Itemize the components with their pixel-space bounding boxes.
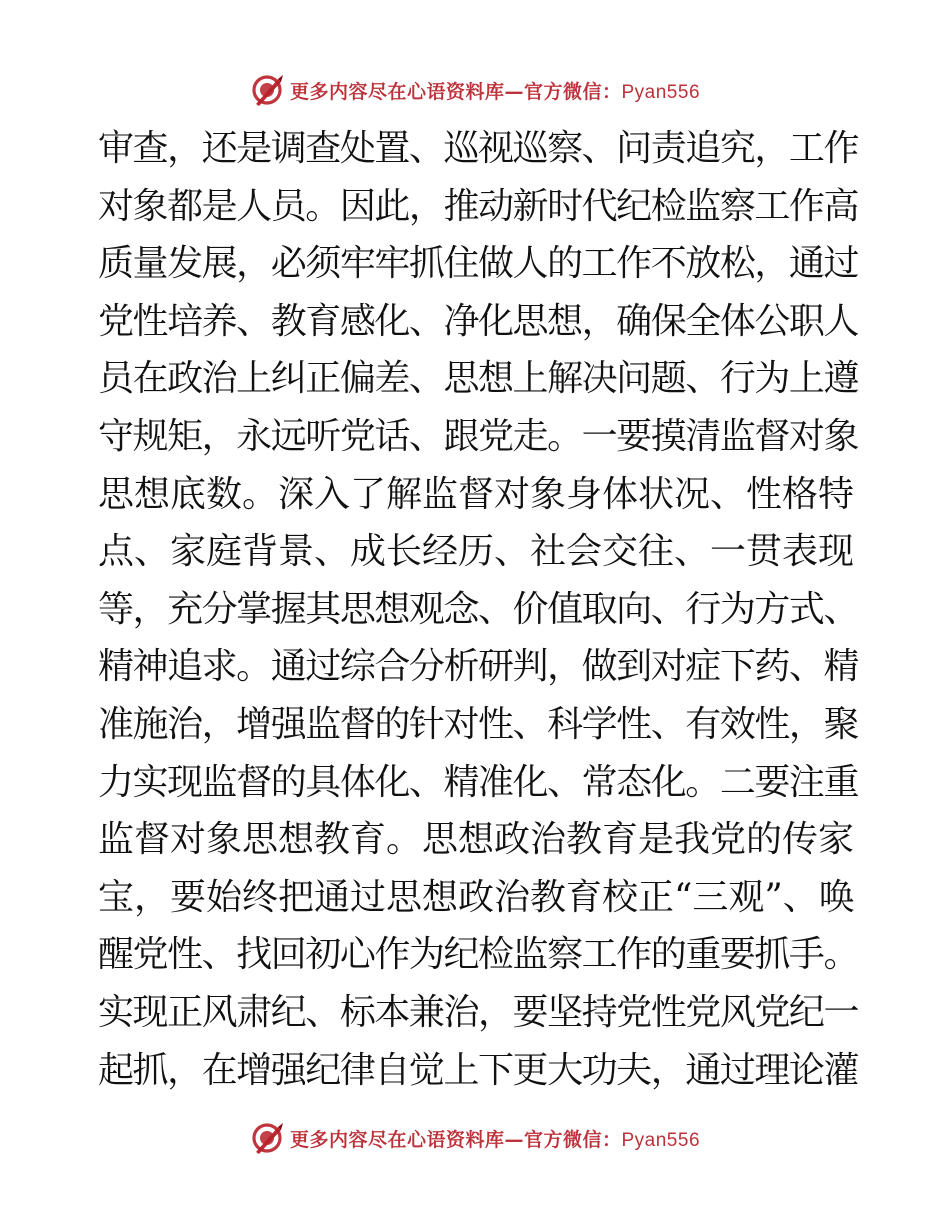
body-line: 质量发展，必须牢牢抓住做人的工作不放松，通过 bbox=[98, 243, 859, 285]
body-line: 对象都是人员。因此，推动新时代纪检监察工作高 bbox=[98, 185, 859, 227]
body-line: 实现正风肃纪、标本兼治，要坚持党性党风党纪一 bbox=[98, 991, 859, 1033]
body-line: 起抓，在增强纪律自觉上下更大功夫，通过理论灌 bbox=[98, 1049, 859, 1091]
body-line: 党性培养、教育感化、净化思想，确保全体公职人 bbox=[98, 300, 859, 342]
document-body bbox=[98, 120, 858, 1099]
body-line: 精神追求。通过综合分析研判，做到对症下药、精 bbox=[98, 646, 859, 688]
header-banner-label: 更多内容尽在心语资料库—官方微信： bbox=[289, 80, 622, 103]
footer-banner-label: 更多内容尽在心语资料库—官方微信： bbox=[289, 1128, 622, 1151]
footer-banner bbox=[0, 1118, 950, 1158]
body-line: 力实现监督的具体化、精准化、常态化。二要注重 bbox=[98, 761, 859, 803]
body-line: 点、家庭背景、成长经历、社会交往、一贯表现 bbox=[98, 531, 855, 573]
body-line: 醒党性、找回初心作为纪检监察工作的重要抓手。 bbox=[98, 934, 859, 976]
pen-logo-icon bbox=[250, 1121, 284, 1155]
body-line: 准施治，增强监督的针对性、科学性、有效性，聚 bbox=[98, 703, 859, 745]
pen-logo-icon bbox=[250, 73, 284, 107]
header-banner-text bbox=[290, 77, 700, 104]
body-line: 等，充分掌握其思想观念、价值取向、行为方式、 bbox=[98, 588, 859, 630]
body-line: 审查，还是调查处置、巡视巡察、问责追究，工作 bbox=[98, 128, 859, 169]
body-line: 宝，要始终把通过思想政治教育校正“三观”、唤 bbox=[98, 876, 855, 918]
header-banner bbox=[0, 70, 950, 110]
header-banner-wechat-id: Pyan556 bbox=[621, 81, 701, 103]
body-line: 员在政治上纠正偏差、思想上解决问题、行为上遵 bbox=[98, 358, 859, 400]
footer-banner-wechat-id: Pyan556 bbox=[621, 1129, 701, 1151]
body-line: 守规矩，永远听党话、跟党走。一要摸清监督对象 bbox=[98, 415, 859, 457]
body-line: 思想底数。深入了解监督对象身体状况、性格特 bbox=[98, 473, 855, 515]
body-line: 监督对象思想教育。思想政治教育是我党的传家 bbox=[98, 819, 855, 861]
footer-banner-text bbox=[290, 1125, 700, 1152]
